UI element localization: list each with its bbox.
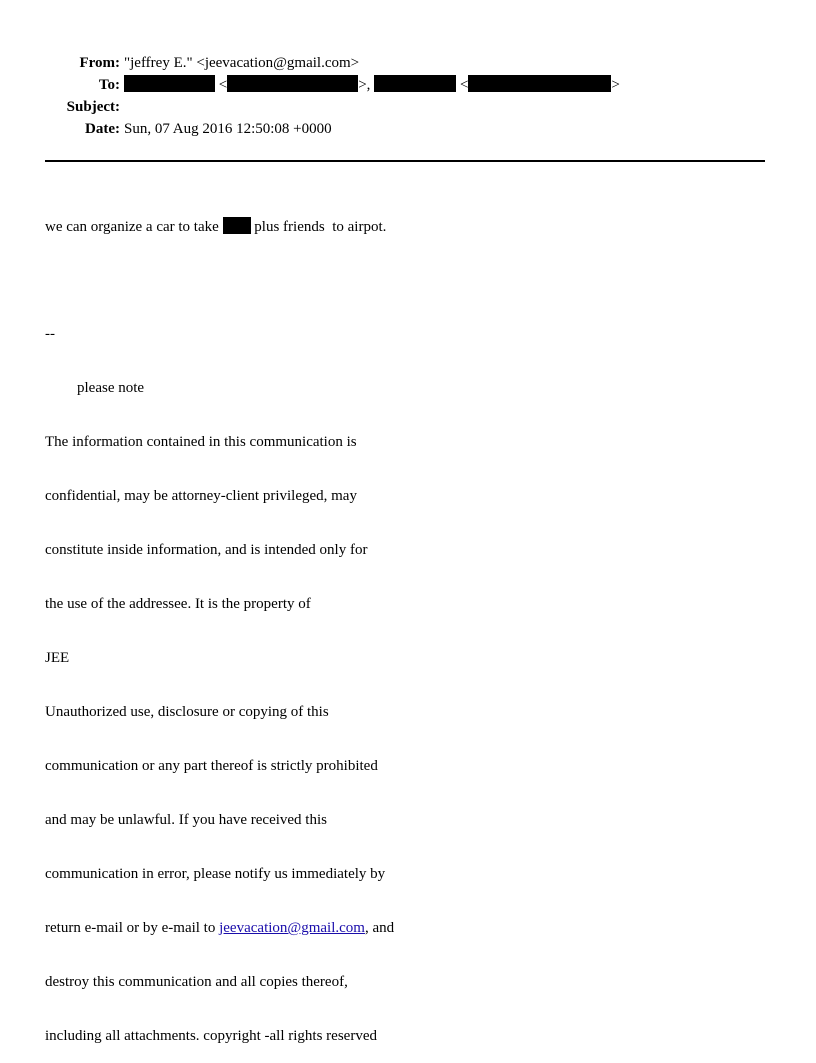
disclaimer-line: communication in error, please notify us immediately by [45, 866, 386, 882]
redaction-block [223, 217, 251, 234]
disclaimer-line: constitute inside information, and is intended only for [45, 542, 368, 558]
disclaimer-line: confidential, may be attorney-client privileged, may [45, 488, 357, 504]
signature-dash: -- [45, 326, 55, 342]
subject-label: Subject: [66, 99, 120, 115]
closing-line: destroy this communication and all copies thereof, [45, 974, 348, 990]
return-text-after: , and [364, 920, 395, 936]
from-row [0, 52, 816, 74]
to-value [124, 74, 620, 96]
disclaimer-line: the use of the addressee. It is the property of [45, 596, 311, 612]
email-body [45, 181, 545, 1063]
disclaimer-line: JEE [45, 650, 70, 666]
header-divider [45, 160, 765, 162]
date-value: Sun, 07 Aug 2016 12:50:08 +0000 [124, 121, 332, 137]
from-value: "jeffrey E." <jeevacation@gmail.com> [124, 55, 360, 71]
spacer [45, 271, 545, 289]
message-line [45, 217, 545, 235]
please-note: please note [77, 380, 145, 396]
message-text-before: we can organize a car to take [45, 219, 223, 235]
disclaimer-line: The information contained in this communication is [45, 434, 357, 450]
date-label: Date: [85, 121, 120, 137]
to-bracket-close: >, [358, 77, 375, 93]
redaction-block [374, 75, 456, 92]
return-line [45, 919, 545, 937]
to-bracket-close: > [611, 77, 620, 93]
to-bracket-open: < [218, 77, 228, 93]
disclaimer-line: Unauthorized use, disclosure or copying of this [45, 704, 329, 720]
date-row [0, 118, 816, 140]
disclaimer-line: communication or any part thereof is strictly prohibited [45, 758, 378, 774]
message-text-after: plus friends to airpot. [250, 219, 387, 235]
to-bracket-open: < [456, 77, 469, 93]
redaction-block [468, 75, 611, 92]
email-link[interactable]: jeevacation@gmail.com [219, 920, 365, 936]
redaction-block [227, 75, 358, 92]
to-label: To: [98, 77, 120, 93]
from-label: From: [79, 55, 120, 71]
email-header [0, 52, 816, 140]
to-row [0, 74, 816, 96]
return-text-before: return e-mail or by e-mail to [45, 920, 220, 936]
closing-line: including all attachments. copyright -all rights reserved [45, 1028, 377, 1044]
subject-row [0, 96, 816, 118]
redaction-block [124, 75, 215, 92]
disclaimer-line: and may be unlawful. If you have received this [45, 812, 327, 828]
